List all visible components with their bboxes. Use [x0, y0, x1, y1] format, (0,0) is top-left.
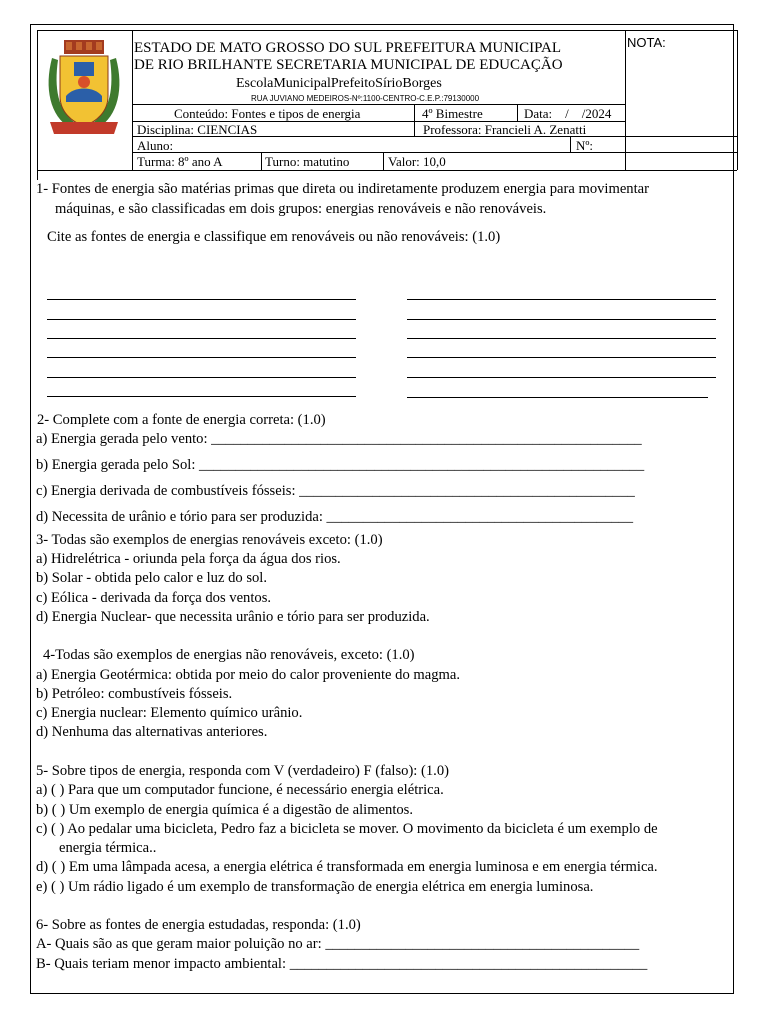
subject-field: Disciplina: CIENCIAS — [137, 122, 258, 137]
bimester-field: 4º Bimestre — [422, 106, 483, 121]
question-6-item-b[interactable]: B- Quais teriam menor impacto ambiental: _________________________________________________ — [36, 956, 648, 972]
coat-of-arms-logo — [44, 38, 124, 138]
question-1-text-continued: máquinas, e são classificadas em dois grupos: energias renováveis e não renováveis. — [55, 201, 547, 217]
student-number-field[interactable]: Nº: — [576, 138, 594, 153]
student-name-field[interactable]: Aluno: — [137, 138, 174, 153]
question-2-title: 2- Complete com a fonte de energia correta: (1.0) — [37, 412, 326, 428]
header-state-line: ESTADO DE MATO GROSSO DO SUL PREFEITURA MUNICIPAL — [134, 40, 562, 56]
question-5-item-c[interactable]: c) ( ) Ao pedalar uma bicicleta, Pedro faz a bicicleta se mover. O movimento da bicicleta é um exemplo de — [36, 821, 658, 837]
question-3-option-d[interactable]: d) Energia Nuclear- que necessita urânio e tório para ser produzida. — [36, 609, 430, 625]
question-2-item-d[interactable]: d) Necessita de urânio e tório para ser produzida: __________________________________________ — [36, 509, 634, 525]
question-5-item-a[interactable]: a) ( ) Para que um computador funcione, é necessário energia elétrica. — [36, 782, 444, 798]
grade-label: NOTA: — [627, 35, 666, 50]
question-6-title: 6- Sobre as fontes de energia estudadas, responda: (1.0) — [36, 917, 361, 933]
question-4-option-c[interactable]: c) Energia nuclear: Elemento químico urânio. — [36, 705, 303, 721]
question-3-option-a[interactable]: a) Hidrelétrica - oriunda pela força da água dos rios. — [36, 551, 341, 567]
date-field: Data: / /2024 — [524, 106, 612, 121]
class-field: Turma: 8º ano A — [137, 154, 223, 169]
question-3-option-c[interactable]: c) Eólica - derivada da força dos ventos. — [36, 590, 272, 606]
question-2-item-c[interactable]: c) Energia derivada de combustíveis fósseis: ______________________________________________ — [36, 483, 635, 499]
question-5-item-e[interactable]: e) ( ) Um rádio ligado é um exemplo de transformação de energia elétrica em energia luminosa. — [36, 879, 594, 895]
value-field: Valor: 10,0 — [388, 154, 446, 169]
school-address: RUA JUVIANO MEDEIROS-Nº:1100-CENTRO-C.E.P.:79130000 — [251, 94, 480, 103]
question-5-item-b[interactable]: b) ( ) Um exemplo de energia química é a digestão de alimentos. — [36, 802, 414, 818]
shift-field: Turno: matutino — [265, 154, 350, 169]
question-3-option-b[interactable]: b) Solar - obtida pelo calor e luz do sol. — [36, 570, 268, 586]
header-secretariat-line: DE RIO BRILHANTE SECRETARIA MUNICIPAL DE EDUCAÇÃO — [134, 57, 563, 73]
question-4-option-d[interactable]: d) Nenhuma das alternativas anteriores. — [36, 724, 268, 740]
question-1-prompt: Cite as fontes de energia e classifique em renováveis ou não renováveis: (1.0) — [47, 229, 501, 245]
question-2-item-a[interactable]: a) Energia gerada pelo vento: ___________________________________________________________ — [36, 431, 642, 447]
question-6-item-a[interactable]: A- Quais são as que geram maior poluição no ar: ___________________________________________ — [36, 936, 640, 952]
school-name: EscolaMunicipalPrefeitoSírioBorges — [236, 76, 442, 91]
question-4-title: 4-Todas são exemplos de energias não renováveis, exceto: (1.0) — [43, 647, 415, 663]
question-2-item-b[interactable]: b) Energia gerada pelo Sol: _____________________________________________________________ — [36, 457, 645, 473]
teacher-field: Professora: Francieli A. Zenatti — [423, 122, 587, 137]
question-5-title: 5- Sobre tipos de energia, responda com V (verdadeiro) F (falso): (1.0) — [36, 763, 449, 779]
question-4-option-a[interactable]: a) Energia Geotérmica: obtida por meio do calor proveniente do magma. — [36, 667, 461, 683]
question-1-text: 1- Fontes de energia são matérias primas que direta ou indiretamente produzem energia para movimentar — [36, 181, 649, 197]
content-field: Conteúdo: Fontes e tipos de energia — [174, 106, 361, 121]
question-5-item-c-continued: energia térmica.. — [59, 840, 157, 856]
question-5-item-d[interactable]: d) ( ) Em uma lâmpada acesa, a energia elétrica é transformada em energia luminosa e em energia térmica. — [36, 859, 658, 875]
question-3-title: 3- Todas são exemplos de energias renováveis exceto: (1.0) — [36, 532, 383, 548]
question-4-option-b[interactable]: b) Petróleo: combustíveis fósseis. — [36, 686, 233, 702]
